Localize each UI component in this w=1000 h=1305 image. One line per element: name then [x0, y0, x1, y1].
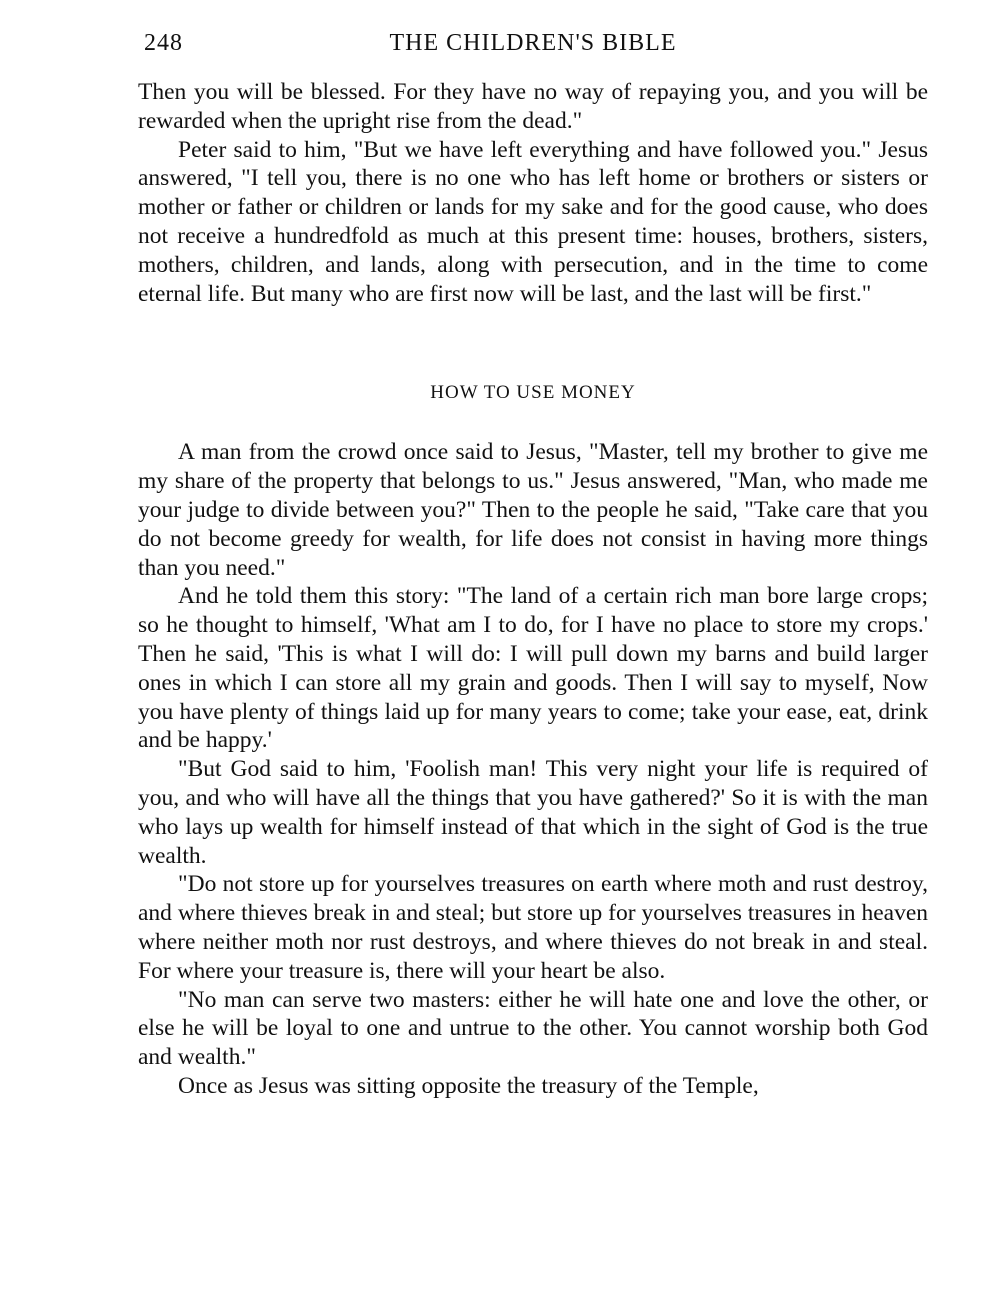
body-paragraph: And he told them this story: "The land of a certain rich man bore large crops; so he thought to himself, 'What am I to do, for I have no place to store my crops.' Then he said, 'This is what I will do: I will pull down my barns and build larger ones in which I can store all my grain and goods. Then I will say to myself, Now you have plenty of things laid up for many years to come; take your ease, eat, drink and be happy.'	[138, 583, 928, 754]
body-paragraph: "But God said to him, 'Foolish man! This very night your life is required of you, and who will have all the things that you have gathered?' So it is with the man who lays up wealth for himself instead of that which in the sight of God is the true wealth.	[138, 756, 928, 869]
section-heading: HOW TO USE MONEY	[430, 382, 636, 404]
running-title: THE CHILDREN'S BIBLE	[389, 30, 677, 56]
body-paragraph: Once as Jesus was sitting opposite the treasury of the Temple,	[178, 1072, 759, 1099]
intro-paragraph: Peter said to him, "But we have left everything and have followed you." Jesus answered, "I tell you, there is no one who has left home or brothers or sisters or mother or father or children or lands for my sake and for the good cause, who does not receive a hundredfold as much at this present time: houses, brothers, sisters, mothers, children, and lands, along with persecution, and in the time to come eternal life. But many who are first now will be last, and the last will be first."	[138, 136, 928, 307]
intro-paragraph: Then you will be blessed. For they have no way of repaying you, and you will be rewarded when the upright rise from the dead."	[138, 79, 928, 134]
book-page	[138, 24, 928, 1101]
page-number: 248	[144, 30, 183, 56]
body-paragraph: "Do not store up for yourselves treasures on earth where moth and rust destroy, and where thieves break in and steal; but store up for yourselves treasures in heaven where neither moth nor rust destroys, and where thieves do not break in and steal. For where your treasure is, there will your heart be also.	[138, 871, 928, 984]
body-paragraph: A man from the crowd once said to Jesus, "Master, tell my brother to give me my share of the property that belongs to us." Jesus answered, "Man, who made me your judge to divide between you?" Then to the people he said, "Take care that you do not become greedy for wealth, for life does not consist in having more things than you need."	[138, 439, 928, 581]
body-paragraph: "No man can serve two masters: either he will hate one and love the other, or else he will be loyal to one and untrue to the other. You cannot worship both God and wealth."	[138, 986, 928, 1071]
page-header	[138, 24, 928, 64]
